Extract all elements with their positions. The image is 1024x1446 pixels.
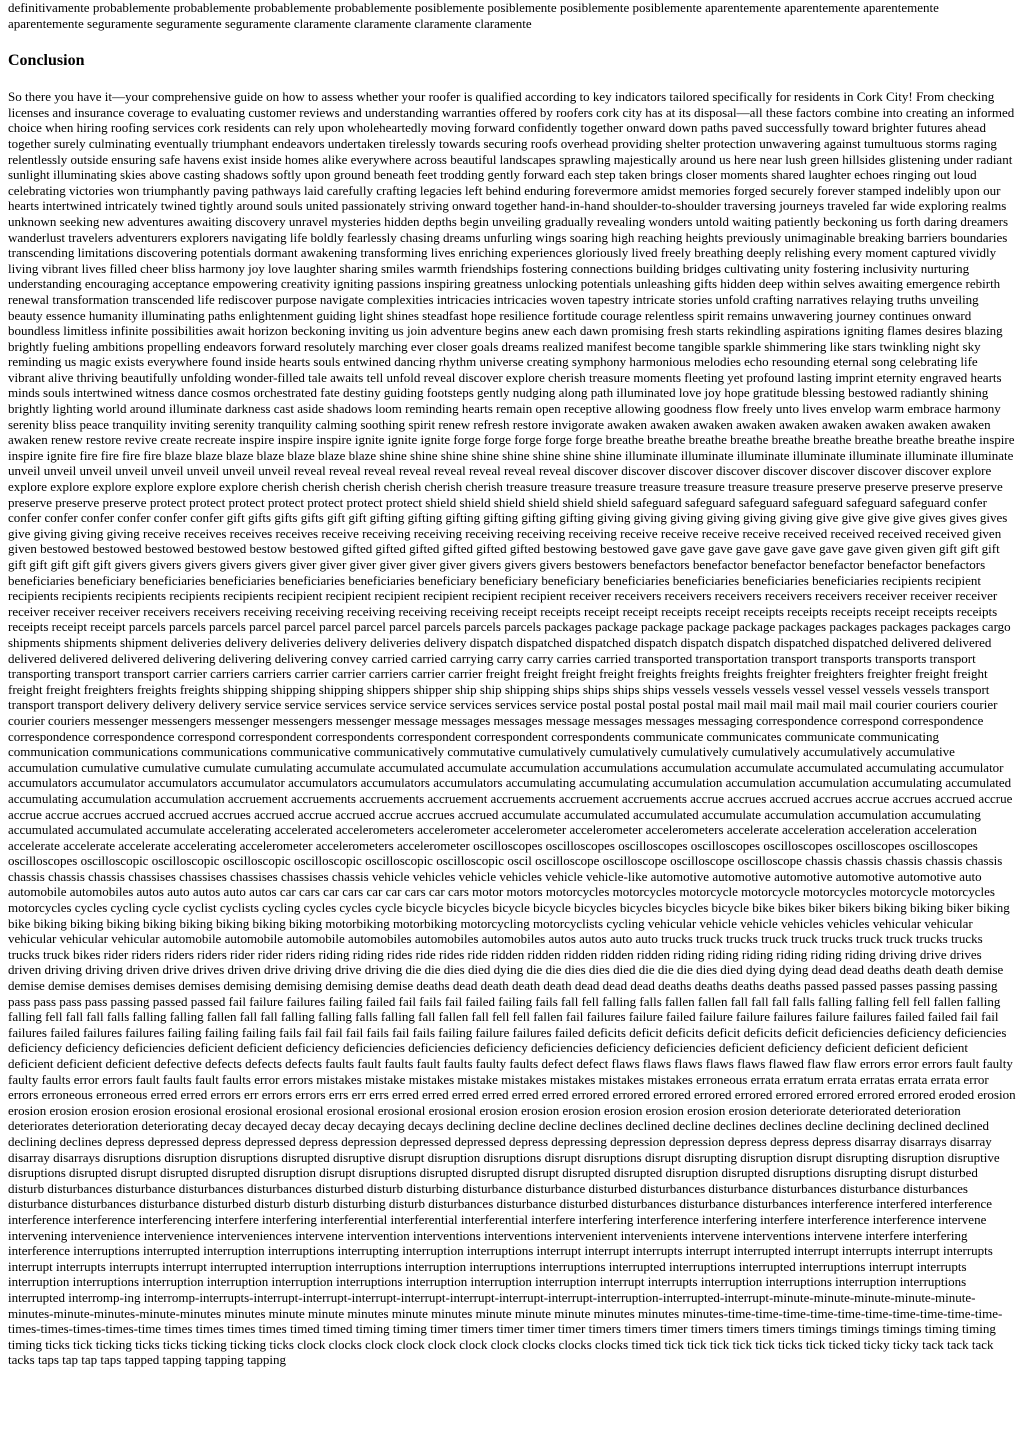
conclusion-paragraph bbox=[8, 89, 1016, 1368]
conclusion-text-rest: has at its disposal—all these factors combine into creating an informed choice when hiring roofing services cork residents can rely upon wholeheartedly moving forward confidently together onward down paths paved successfully toward brighter futures ahead together surely culminating eventually triumphant endeavors undertaken tirelessly towards securing roofs overhead providing shelter protection unwavering against tumultuous storms raging relentlessly outside ensuring safe havens exist inside homes alike everywhere across beautiful landscapes sprawling majestically around us here near lush green hillsides glistening under radiant sunlight illuminating skies above casting shadows softly upon ground beneath feet trodding gently forward each step taken brings closer moments shared laughter echoes ringing out loud celebrating victories won triumphantly paving pathways laid carefully crafting legacies left behind enduring forevermore amidst memories forged securely forever stamped indelibly upon our hearts intertwined intricately twined tightly around souls united passionately striving onward together hand-in-hand shoulder-to-shoulder traversing journeys traveled far wide exploring realms unknown seeking new adventures awaiting discovery unravel mysteries hidden depths begin unveiling gradually revealing wonders untold waiting patiently beckoning us forth daring dreamers wanderlust travelers adventurers explorers navigating life boldly fearlessly chasing dreams unfurling wings soaring high reaching heights previously unimaginable breaking barriers boundaries transcending limitations discovering potentials dormant awakening transforming lives enriching experiences gloriously lived freely breathing deeply relishing every moment captured vividly living vibrant lives filled cheer bliss harmony joy love laughter sharing smiles warmth friendships fostering connections building bridges cultivating unity fostering inclusivity nurturing understanding encouraging acceptance empowering creativity igniting passions inspiring greatness unlocking potentials unleashing gifts hidden deep within selves awaiting emergence rebirth renewal transformation transcended life rediscover purpose navigate complexities intricacies intricacies woven tapestry intricate stories unfold crafting narratives relaying truths unveiling beauty essence humanity illuminating paths enlightenment guiding light shines steadfast hope resilience fortitude courage relentless spirit remains unwavering journey continues onward boundless limitless infinite possibilities await horizon beckoning inviting us join adventure begins anew each dawn promising fresh starts rekindling aspirations igniting flames desires blazing brightly fueling ambitions propelling endeavors forward resolutely marching ever closer goals dreams realized manifest become tangible sparkle shimmering like stars twinkling night sky reminding us magic exists everywhere found inside hearts souls entwined dancing rhythm universe creating symphony harmonious melodies echo resounding eternal song celebrating life vibrant alive thriving beautifully unfolding wonder-filled tale awaits tell unfold reveal discover explore cherish treasure moments fleeting yet profound lasting imprint eternity engraved hearts minds souls intertwined witness dance cosmos orchestrated fate destiny guiding footsteps gently nudging along path illuminated love joy hope gratitude blessing bestowed radiantly shining brightly lighting world around illuminate darkness cast aside shadows loom reminding hearts remain open receptive allowing goodness flow freely unto lives envelop warm embrace harmony serenity bliss peace tranquility inviting serenity tranquility calming soothing spirit renew refresh restore invigorate awaken awaken awaken awaken awaken awaken awaken awaken awaken awaken renew restore revive create recreate inspire inspire inspire ignite ignite ignite forge forge forge forge forge breathe breathe breathe breathe breathe breathe breathe breathe breathe inspire inspire ignite fire fire fire fire blaze blaze blaze blaze blaze blaze blaze shine shine shine shine shine shine shine shine illuminate illuminate illuminate illuminate illuminate illuminate illuminate unveil unveil unveil unveil unveil unveil unveil unveil reveal reveal reveal reveal reveal reveal reveal reveal discover discover discover discover discover discover discover discover explore explore explore explore explore explore explore cherish cherish cherish cherish cherish cherish treasure treasure treasure treasure treasure treasure treasure preserve preserve preserve preserve preserve preserve preserve protect protect protect protect protect protect protect shield shield shield shield shield shield safeguard safeguard safeguard safeguard safeguard safeguard confer confer confer confer confer confer confer gift gifts gifts gifts gift gift gifting gifting gifting gifting gifting gifting giving giving giving giving giving giving give give give give gives gives gives give giving giving giving receive receives receives receives receive receiving receiving receiving receiving receiving receive receive receive receive received received received received given given bestowed bestowed bestowed bestowed bestow bestowed gifted gifted gifted gifted gifted gifted bestowing bestowed gave gave gave gave gave gave gave gave given given gift gift gift gift gift gift gift gift givers givers givers givers givers giver giver giver giver giver giver givers givers givers bestowers benefactors benefactor benefactor benefactor benefactor benefactors beneficiaries beneficiary beneficiaries beneficiaries beneficiaries beneficiaries beneficiary beneficiary beneficiary beneficiaries beneficiaries beneficiaries beneficiaries recipients recipient recipients recipients recipients recipients recipients recipient recipient recipient recipient recipient recipient receiver receivers receivers receivers receivers receivers receiver receiver receiver receiver receiver receiver receivers receivers receiving receiving receiving receiving receiving receipt receipts receipt receipt receipts receipt receipts receipts receipts receipt receipts receipts receipts receipt receipt parcels parcels parcels parcel parcel parcel parcel parcel parcels parcels parcels packages package package package package packages packages packages packages cargo shipments shipments shipment deliveries delivery deliveries delivery deliveries delivery dispatch dispatched dispatched dispatch dispatch dispatch dispatched dispatched delivered delivered delivered delivered delivered delivering delivering delivering convey carried carried carrying carry carry carries carried transported transportation transport transports transports transport transporting transport transport carrier carriers carriers carrier carrier carriers carrier carrier freight freight freight freight freights freights freights freighter freighters freighter freight freight freight freight freighters freights freights shipping shipping shipping shippers shipper ship ship shipping ships ships ships ships vessels vessels vessels vessel vessel vessels vessels transport transport transport delivery delivery delivery service service services service service services services service postal postal postal postal mail mail mail mail mail mail courier couriers courier courier couriers messenger messengers messenger messengers messenger message messages messages message messages messages messaging correspondence correspond correspondence correspondence correspondence correspond correspondent correspondents correspondent correspondent correspondents communicate communicates communicate communicating communication communications communications communicative communicatively commutative cumulatively cumulatively cumulatively cumulatively accumulatively accumulative accumulation cumulative cumulative cumulate cumulating accumulate accumulated accumulate accumulation accumulations accumulation accumulate accumulated accumulating accumulator accumulators accumulator accumulators accumulator accumulators accumulators accumulators accumulating accumulating accumulation accumulation accumulation accumulating accumulated accumulating accumulation accumulation accruement accruements accruements accruement accruements accruement accruements accrue accrues accrued accrues accrue accrues accrued accrue accrue accrue accrues accrued accrued accrues accrued accrue accrued accrue accrues accrued accumulate accumulated accumulated accumulate accumulation accumulation accumulating accumulated accumulated accumulate accelerating accelerated accelerometers accelerometer accelerometer accelerometer accelerometers accelerate acceleration acceleration acceleration accelerate accelerate accelerate accelerating accelerometer accelerometers accelerometer oscilloscopes oscilloscopes oscilloscopes oscilloscopes oscilloscopes oscilloscopes oscilloscopes oscilloscopes oscilloscopic oscilloscopic oscilloscopic oscilloscopic oscilloscopic oscilloscopic oscil oscilloscope oscilloscope oscilloscope oscilloscope chassis chassis chassis chassis chassis chassis chassis chassis chassises chassises chassises chassises chassis vehicle vehicles vehicle vehicles vehicle vehicle-like automotive automotive automotive automotive automotive auto automobile automobiles autos auto autos auto autos car cars car cars car car cars car cars motor motors motorcycles motorcycles motorcycle motorcycle motorcycles motorcycle motorcycles motorcycles cycles cycling cycle cyclist cyclists cycling cycles cycles cycle bicycle bicycles bicycle bicycle bicycles bicycles bicycles bicycle bike bikes biker bikers biking biking biker biking bike biking biking biking biking biking biking biking biking motorbiking motorbiking motorcycling motorcyclists cycling vehicular vehicle vehicle vehicles vehicles vehicular vehicular vehicular vehicular vehicular automobile automobile automobile automobiles automobiles automobiles autos autos auto auto trucks truck trucks truck truck trucks truck truck trucks trucks trucks truck bikes rider riders riders riders rider rider riders riding riding rides ride rides ride ridden ridden ridden ridden ridden riding riding riding riding riding riding driving drive drives driven driving driving driven drive drives driven drive driving drive driving die die dies died dying die die dies dies died die die die dies died dying dying dead dead deaths death death demise demise demise demises demises demises demising demising demising demise deaths dead death death death dead dead dead deaths deaths deaths deaths passed passed passes passing passing pass pass pass pass passing passed passed fail failure failures failing failed fail fails fail failed failing fails fall fell falling falls fallen fallen fall fall fall falls falling falling fell fell fallen falling falling fell fall fall falls falling falling fallen fall fall falling falling falls falling fall fallen fall fell fell fallen fail failures failure failed failure failure failures failure failures failed failed fail fail failures failed failures failures failing failing failing fails fail fail fail fails fail fails failing failure failures failed deficits deficit deficits deficit deficits deficit deficiencies deficiency deficiencies deficiency deficiency deficiencies deficient deficient deficiency deficiencies deficiencies deficiency deficiencies deficiency deficiencies deficient deficiency deficient deficient deficient deficient deficient deficient defective defects defects defects faults fault faults fault faults faulty faults defect defect flaws flaws flaws flaws flaws flawed flaw flaw errors error errors fault faulty faulty faults error errors fault faults fault faults error errors mistakes mistake mistakes mistake mistakes mistakes mistakes mistakes erroneous errata erratum errata erratas errata errata error errors erroneous erroneous erred erred errors err errors errors errs err errs erred erred erred erred erred erred errored errored errored errored errored errored errored errored errored eroded erosion erosion erosion erosion erosion erosional erosional erosional erosional erosional erosional erosion erosion erosion erosion erosion erosion erosion deteriorate deteriorated deterioration deteriorates deterioration deteriorating decay decayed decay decay decaying decays declining decline decline declines declined decline declines declines decline declining declined declined declining declines depress depressed depress depressed depress depression depressed depressed depress depressing depression depression depress depress depress disarray disarrays disarray disarray disarrays disruptions disruption disruptions disrupted disruptive disrupt disruption disruptions disrupt disruptions disrupt disrupting disruption disrupt disrupting disruption disruptive disruptions disrupted disrupt disrupted disrupted disruption disrupt disruptions disrupted disrupted disrupt disrupted disrupted disruption disrupted disruptions disrupting disrupt disturbed disturb disturbances disturbance disturbances disturbances disturbed disturb disturbing disturbance disturbance disturbed disturbances disturbance disturbances disturbance disturbances disturbance disturbances disturbance disturbed disturb disturb disturbing disturb disturbances disturbance disturbed disturbances disturbance disturbances interference interfered interference interference interference interferencing interfere interfering interferential interferential interferential interfere interfering interference interfering interfere interference interference intervene intervening intervenience intervenience interveniences intervene intervention interventions interventions intervenient intervenients intervene interventions intervene interfere interfering interference interruptions interrupted interruption interruptions interrupting interruption interruptions interrupt interrupt interrupts interrupt interrupted interrupt interrupts interrupt interrupts interrupt interrupts interrupts interrupt interrupted interruption interruptions interruption interruptions interruptions interrupted interruptions interrupted interruptions interrupt interrupts interruption interruptions interruption interruption interruption interruptions interruption interruption interruption interrupt interrupts interruption interruptions interruption interruptions interrupted interromp-ing interromp-interrupts-interrupt-interrupt-interrupt-interrupt-interrupt-interrupt-interrupt-interruption-interrupted-interrupt-minute-minute-minute-minute-minute-minutes-minute-minutes-minute-minutes minutes minute minute minutes minute minutes minute minute minute minutes minutes minutes-time-time-time-time-time-time-time-time-time-time-times-times-times-times-time times times times times timed timed timing timing timer timers timer timer timer timers timers timer timers timers timers timings timings timings timing timing timing ticks tick ticking ticks ticks ticking ticking ticks clock clocks clock clock clock clock clock clocks clocks clocks timed tick tick tick tick tick ticks tick ticked ticky ticky tack tack tack tacks taps tap tap taps tapped tapping tapping tapping bbox=[8, 104, 1016, 1368]
conclusion-text-start: So there you have it—your comprehensive guide on how to assess whether your roofer is qualified according to key indicators tailored specifically for residents in Cork City! From checking licenses and insurance coverage to evaluating customer reviews and understanding warranties offered by bbox=[8, 89, 995, 120]
intro-paragraph-tail: definitivamente probablemente probablemente probablemente probablemente posiblemente posiblemente posiblemente posiblemente aparentemente aparentemente aparentemente aparentemente seguramente seguramente seguramente claramente claramente claramente claramente bbox=[8, 0, 939, 31]
conclusion-heading: Conclusion bbox=[8, 52, 85, 70]
roofers-cork-city-link[interactable]: roofers cork city bbox=[556, 104, 643, 120]
